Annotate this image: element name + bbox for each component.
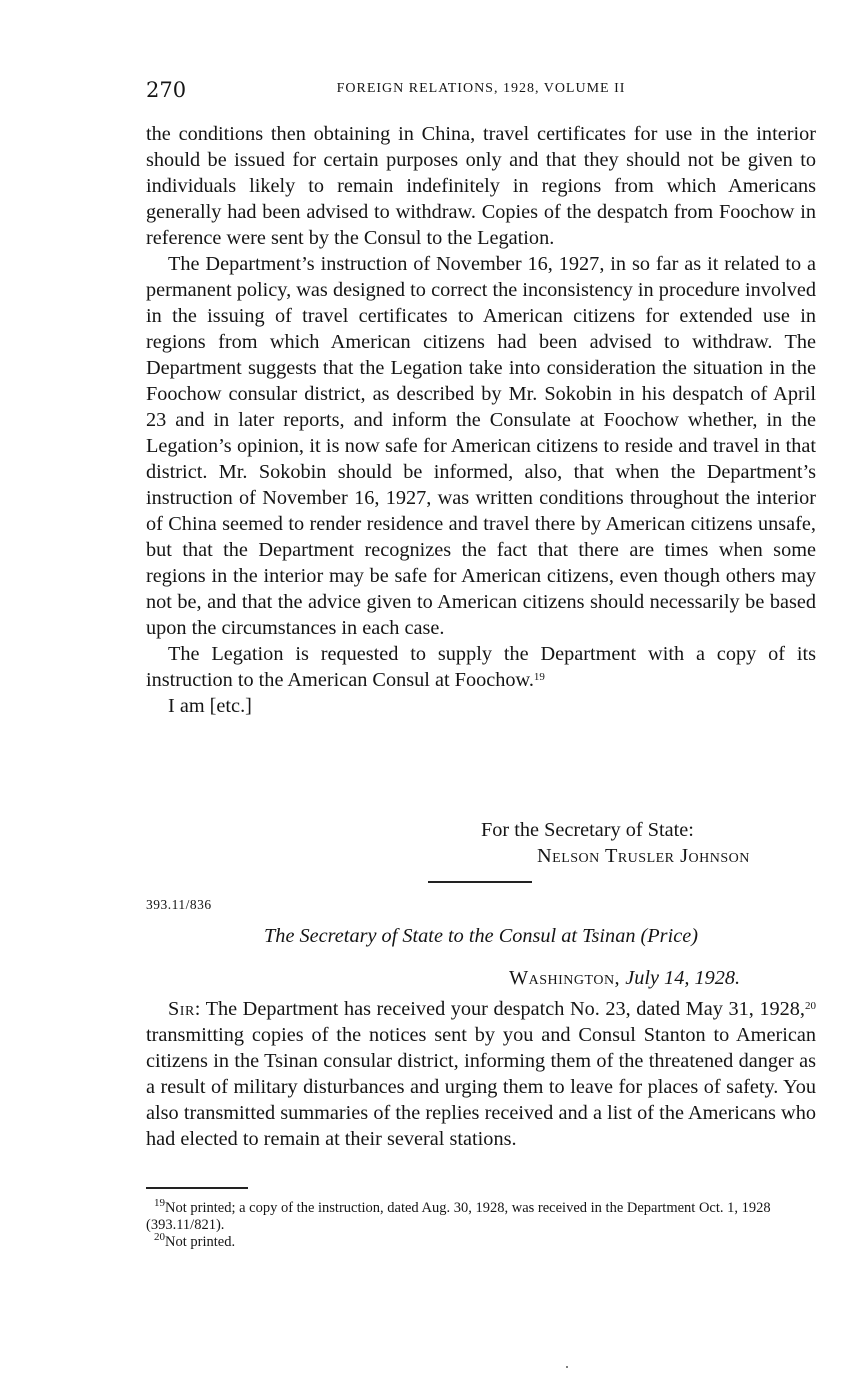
file-number: 393.11/836 [146,897,212,912]
footnote-19-text: Not printed; a copy of the instruction, dated Aug. 30, 1928, was received in the Department Oct. 1, 1928 (393.11/821). [146,1200,771,1233]
footnote-mark-20: 20 [154,1231,165,1243]
footnote-rule [146,1187,248,1189]
request-text: The Legation is requested to supply the Department with a copy of its instruction to the American Consul at Foochow. [146,643,816,691]
footnote-20-text: Not printed. [165,1234,236,1250]
letter2-body [146,996,816,1152]
paragraph-request [146,641,816,693]
footnote-ref-19: 19 [533,671,545,683]
salutation: Sir [168,998,195,1020]
signature-line-1: For the Secretary of State: [481,819,694,841]
footnotes [146,1197,806,1251]
dateline [509,967,740,990]
running-head: FOREIGN RELATIONS, 1928, VOLUME II [336,81,626,96]
document-title: The Secretary of State to the Consul at Tsinan (Price) [264,925,698,947]
dateline-place: Washington, [509,967,621,989]
paragraph-sir-text-a: : The Department has received your despatch No. 23, dated May 31, 1928, [194,998,805,1020]
section-divider [428,881,532,883]
letter-body [146,121,816,719]
footnote-19 [146,1197,806,1234]
footnote-20 [146,1231,806,1251]
page-header [146,78,816,104]
page-number: 270 [146,78,187,102]
dateline-date: July 14, 1928. [625,967,741,989]
page-speck [566,1366,568,1368]
closing: I am [etc.] [168,695,252,717]
paragraph-instruction: The Department’s instruction of November 16, 1927, in so far as it related to a permanent policy, was designed to correct the inconsistency in procedure involved in the issuing of travel certificates to American citizens for extended use in regions from which American citizens had been advised to withdraw. The Department suggests that the Legation take into consideration the situation in the Foochow consular district, as described by Mr. Sokobin in his despatch of April 23 and in later reports, and inform the Consulate at Foochow whether, in the Legation’s opinion, it is now safe for American citizens to reside and travel in that district. Mr. Sokobin should be informed, also, that when the Department’s instruction of November 16, 1927, was written conditions throughout the interior of China seemed to render residence and travel there by American citizens unsafe, but that the Department recognizes the fact that there are times when some regions in the interior may be safe for American citizens, even though others may not be, and that the advice given to American citizens should necessarily be based upon the circumstances in each case. [146,253,816,639]
paragraph-continuation: the conditions then obtaining in China, travel certificates for use in the interior should be issued for certain purposes only and that they should not be given to individuals likely to remain indefinitely in regions from which Americans generally had been advised to withdraw. Copies of the despatch from Foochow in reference were sent by the Consul to the Legation. [146,123,816,249]
footnote-mark-19: 19 [154,1197,165,1209]
paragraph-sir-text-b: transmitting copies of the notices sent by you and Consul Stanton to American citizens in the Tsinan consular district, informing them of the threatened danger as a result of military disturbances and urging them to leave for places of safety. You also transmitted summaries of the replies received and a list of the Americans who had elected to remain at their several stations. [146,1024,816,1150]
footnote-ref-20: 20 [805,1000,816,1012]
paragraph-sir [146,996,816,1152]
signature-name: Nelson Trusler Johnson [537,845,750,867]
